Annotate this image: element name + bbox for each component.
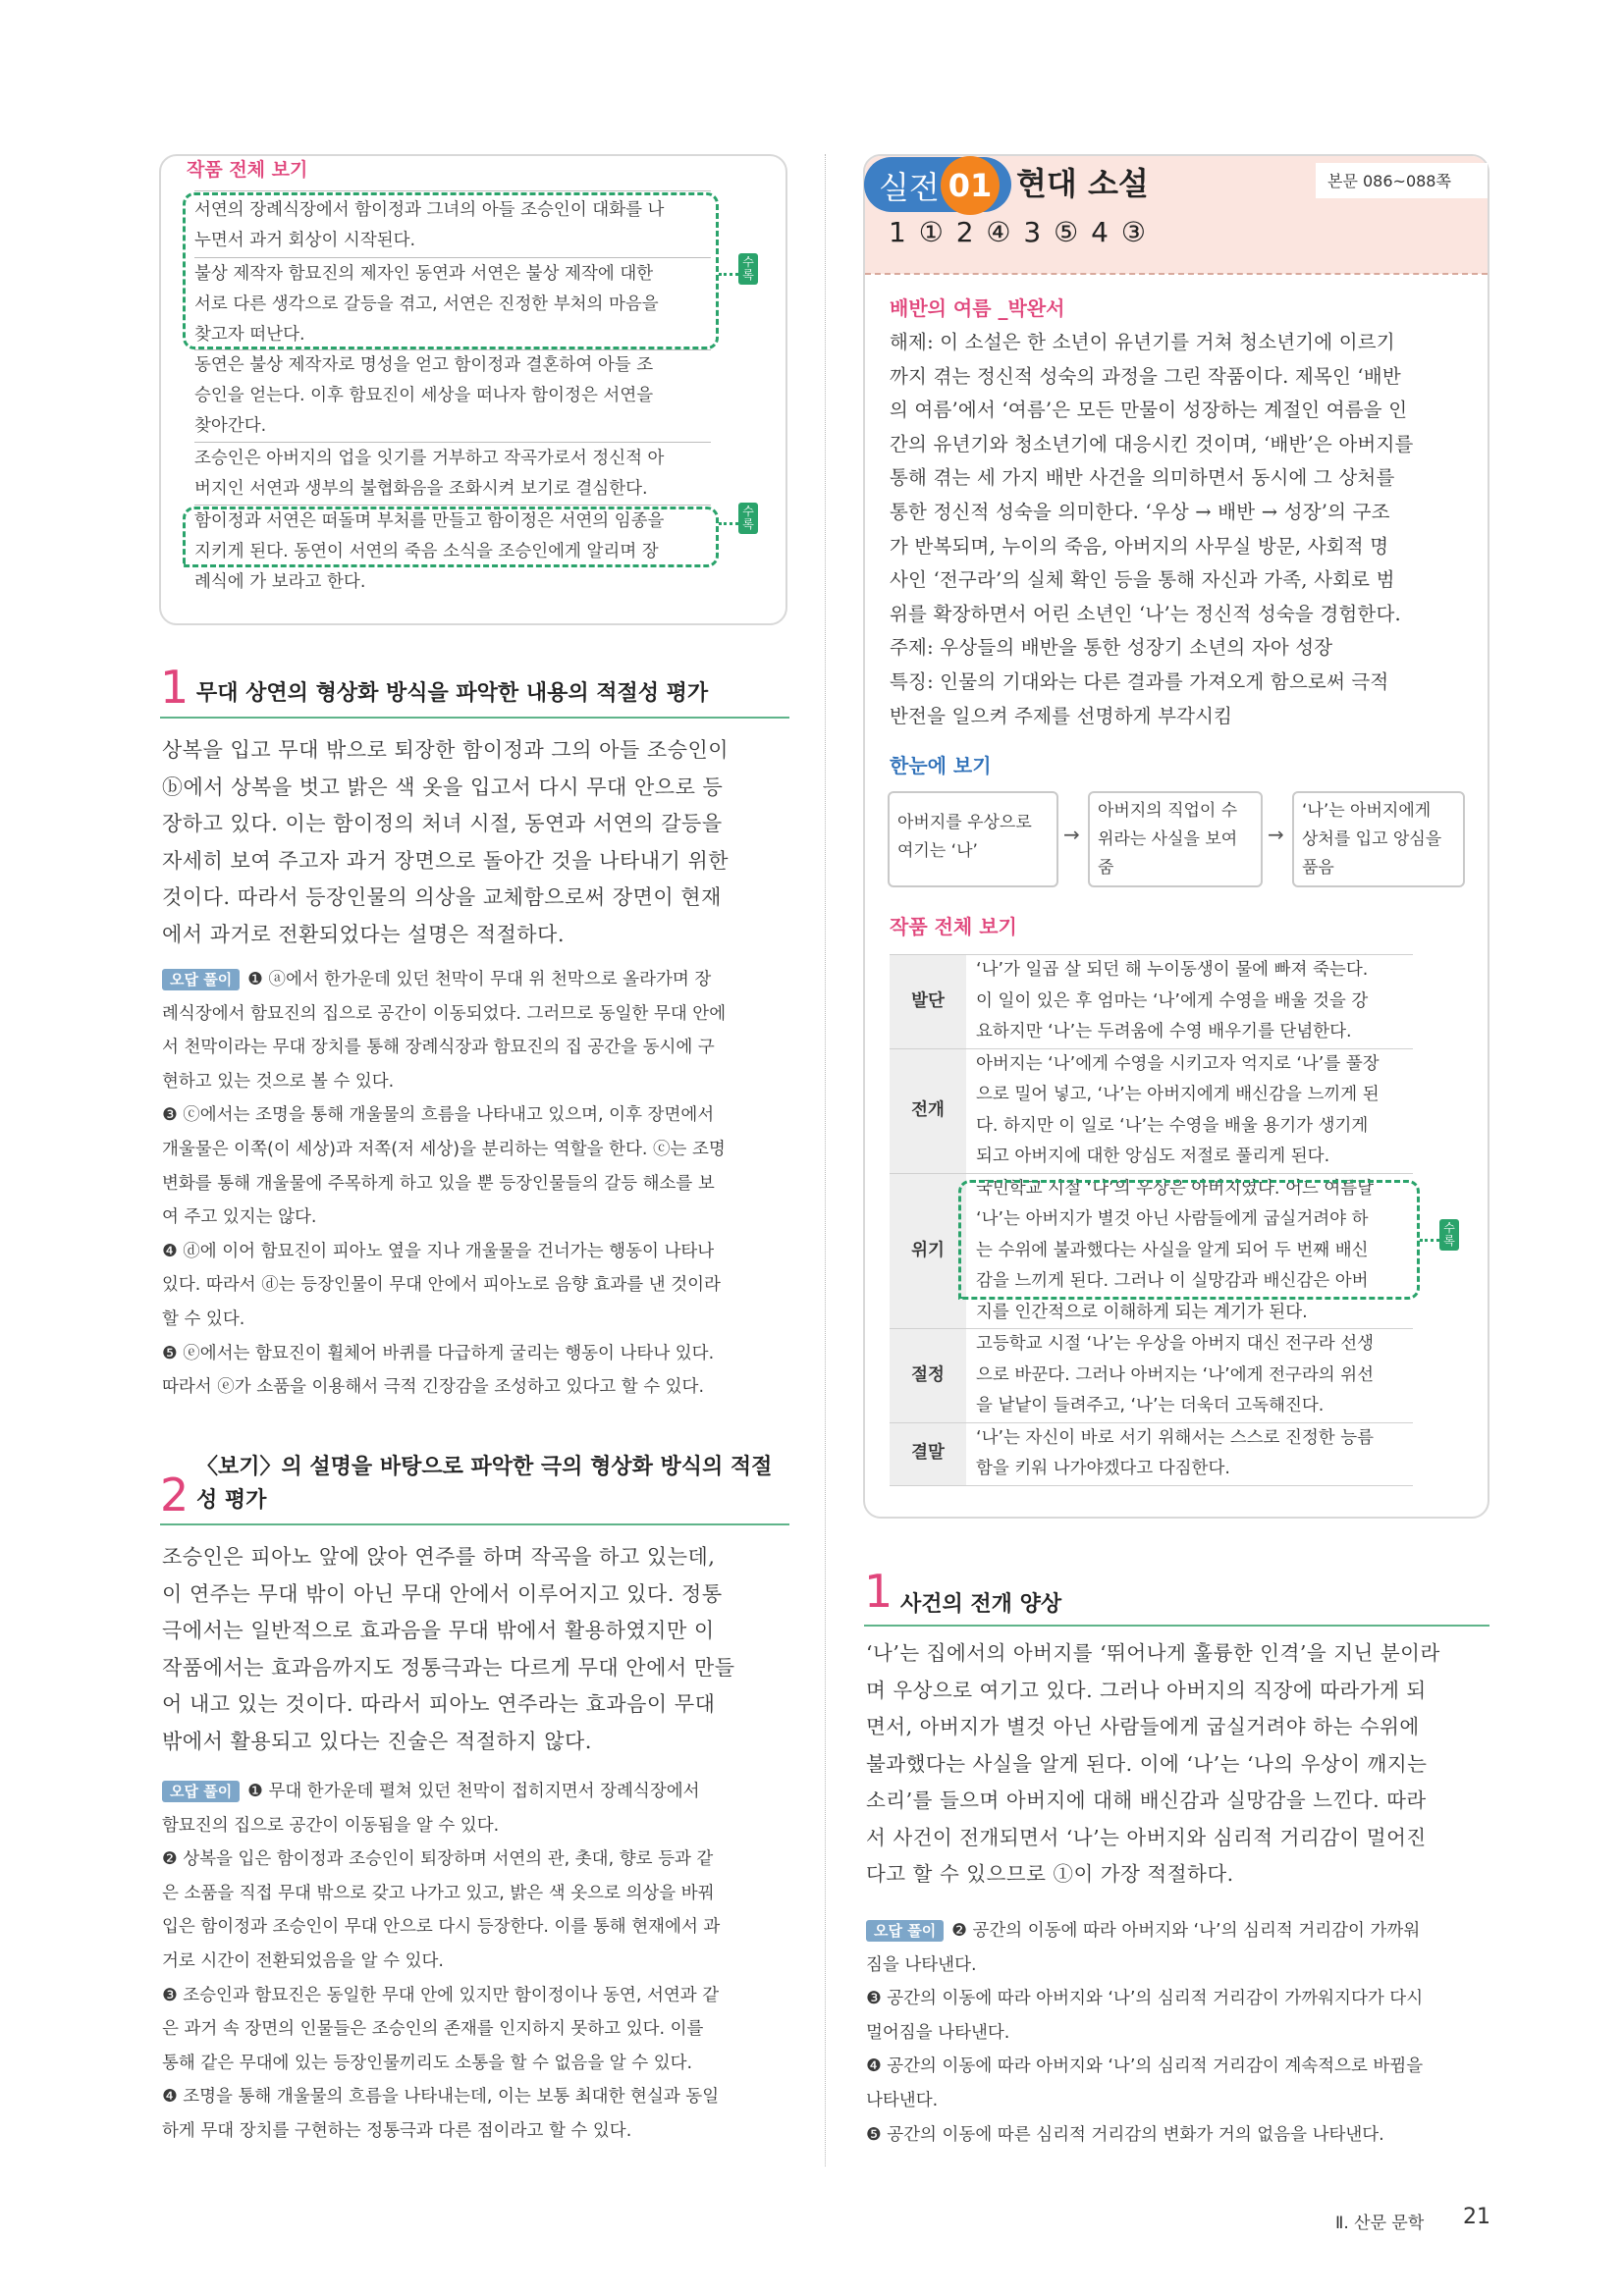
summary-divider xyxy=(194,505,711,506)
highlight-connector xyxy=(719,522,738,525)
question-title: 사건의 전개 양상 xyxy=(900,1592,1062,1617)
wrong-answer-badge: 오답 풀이 xyxy=(162,1781,240,1802)
title-underline xyxy=(160,1523,789,1525)
included-tag: 수록 xyxy=(738,503,758,534)
plot-row xyxy=(890,1048,1413,1173)
flow-arrow: → xyxy=(1063,823,1080,846)
answer-explanation: 상복을 입고 무대 밖으로 퇴장한 함이정과 그의 아들 조승인이 ⓑ에서 상복을 벗고 밝은 색 옷을 입고서 다시 무대 안으로 등 장하고 있다. 이는 함이정의 처녀 시절, 동연과 서연의 갈등을 자세히 보여 주고자 과거 장면으로 돌아간 것을 나타내기 위한 것이다. 따라서 등장인물의 의상을 교체함으로써 장면이 현재 에서 과거로 전환되었다는 설명은 적절하다. xyxy=(162,738,730,946)
footer-section: Ⅱ. 산문 문학 xyxy=(1335,2214,1425,2233)
plot-description: 아버지는 ‘나’에게 수영을 시키고자 억지로 ‘나’를 풀장 으로 밀어 넣고, ‘나’는 아버지에게 배신감을 느끼게 된 다. 하지만 이 일로 ‘나’는 수영을 배울 용기가 생기게 되고 아버지에 대한 앙심도 저절로 풀리게 된다. xyxy=(966,1048,1413,1173)
included-tag: 수록 xyxy=(1439,1219,1459,1251)
wrong-answer-notes: 오답 풀이 ❶ 무대 한가운데 펼쳐 있던 천막이 접히지면서 장례식장에서 함묘진의 집으로 공간이 이동됨을 알 수 있다. ❷ 상복을 입은 함이정과 조승인이 퇴장하며 서연의 관, 촛대, 향로 등과 같 은 소품을 직접 무대 밖으로 갖고 나가고 있고, 밝은 색 옷으로 의상을 바꿔 입은 함이정과 조승인이 무대 안으로 다시 등장한다. 이를 통해 현재에서 과 거로 시간이 전환되었음을 알 수 있다. ❸ 조승인과 함묘진은 동일한 무대 안에 있지만 함이정이나 동연, 서연과 같 은 과거 속 장면의 인물들은 조승인의 존재를 인지하지 못하고 있다. 이를 통해 같은 무대에 있는 등장인물끼리도 소통을 할 수 없음을 알 수 있다. ❹ 조명을 통해 개울물의 흐름을 나타내는데, 이는 보통 최대한 현실과 동일 하게 무대 장치를 구현하는 정통극과 다른 점이라고 할 수 있다. xyxy=(162,1782,721,2141)
title-underline xyxy=(864,1625,1489,1627)
plot-row xyxy=(890,1329,1413,1423)
question-number: 1 xyxy=(160,661,189,714)
work-title: 배반의 여름 _박완서 xyxy=(890,296,1065,320)
highlight-box xyxy=(183,507,719,567)
summary-row: 서연의 장례식장에서 함이정과 그녀의 아들 조승인이 대화를 나 누면서 과거 회상이 시작된다. xyxy=(194,200,665,250)
wrong-answer-notes: 오답 풀이 ❷ 공간의 이동에 따라 아버지와 ‘나’의 심리적 거리감이 가까워 짐을 나타낸다. ❸ 공간의 이동에 따라 아버지와 ‘나’의 심리적 거리감이 가까워지다가 다시 멀어짐을 나타낸다. ❹ 공간의 이동에 따라 아버지와 ‘나’의 심리적 거리감이 계속적으로 바뀜을 나타낸다. ❺ 공간의 이동에 따른 심리적 거리감의 변화가 거의 없음을 나타낸다. xyxy=(866,1921,1424,2145)
wrong-answer-badge: 오답 풀이 xyxy=(866,1920,944,1942)
highlight-box xyxy=(958,1180,1420,1300)
glance-title: 한눈에 보기 xyxy=(890,754,992,777)
header-divider xyxy=(865,273,1488,275)
wrong-answer-badge: 오답 풀이 xyxy=(162,969,240,990)
plot-row xyxy=(890,1422,1413,1485)
summary-divider xyxy=(194,442,711,443)
flow-step: 아버지를 우상으로 여기는 ‘나’ xyxy=(888,791,1058,887)
flow-step: 아버지의 직업이 수 위라는 사실을 보여 줌 xyxy=(1088,791,1263,887)
work-analysis: 해제: 이 소설은 한 소년이 유년기를 거쳐 청소년기에 이르기 까지 겪는 정신적 성숙의 과정을 그린 작품이다. 제목인 ‘배반 의 여름’에서 ‘여름’은 모든 만물이 성장하는 계절인 여름을 인 간의 유년기와 청소년기에 대응시킨 것이며, ‘배반’은 아버지를 통해 겪는 세 가지 배반 사건을 의미하면서 동시에 그 상처를 통한 정신적 성숙을 의미한다. ‘우상 → 배반 → 성장’의 구조 가 반복되며, 누이의 죽음, 아버지의 사무실 방문, 사회적 명 사인 ‘전구라’의 실체 확인 등을 통해 자신과 가족, 사회로 범 위를 확장하면서 어린 소년인 ‘나’는 정신적 성숙을 경험한다. 주제: 우상들의 배반을 통한 성장기 소년의 자아 성장 특징: 인물의 기대와는 다른 결과를 가져오게 함으로써 극적 반전을 일으켜 주제를 선명하게 부각시킴 xyxy=(890,331,1414,727)
question-title: 무대 상연의 형상화 방식을 파악한 내용의 적절성 평가 xyxy=(196,681,709,706)
summary-row: 조승인은 아버지의 업을 잇기를 거부하고 작곡가로서 정신적 아 버지인 서연과 생부의 불협화음을 조화시켜 보기로 결심한다. xyxy=(194,449,665,499)
page-reference: 본문 086~088쪽 xyxy=(1327,172,1451,190)
plot-stage: 결말 xyxy=(890,1422,966,1485)
question-number: 2 xyxy=(160,1468,189,1522)
plot-stage: 전개 xyxy=(890,1048,966,1173)
flow-arrow: → xyxy=(1268,823,1284,846)
plot-description: 국민학교 시절 ‘나’의 우상은 아버지였다. 어느 여름날 ‘나’는 아버지가 별것 아닌 사람들에게 굽실거려야 하 는 수위에 불과했다는 사실을 알게 되어 두 번째 배신 감을 느끼게 된다. 그러나 이 실망감과 배신감은 아버 지를 인간적으로 이해하게 되는 계기가 된다. xyxy=(966,1173,1413,1329)
practice-title: 현대 소설 xyxy=(1016,165,1149,202)
practice-label: 실전 xyxy=(879,169,940,206)
title-underline xyxy=(160,717,789,719)
question-number: 1 xyxy=(864,1565,893,1618)
summary-row: 함이정과 서연은 떠돌며 부처를 만들고 함이정은 서연의 임종을 지키게 된다. 동연이 서연의 죽음 소식을 조승인에게 알리며 장 례식에 가 보라고 한다. xyxy=(194,511,665,592)
highlight-box xyxy=(183,192,719,349)
wrong-answer-notes: 오답 풀이 ❶ ⓐ에서 한가운데 있던 천막이 무대 위 천막으로 올라가며 장 례식장에서 함묘진의 집으로 공간이 이동되었다. 그러므로 동일한 무대 안에 서 천막이라는 무대 장치를 통해 장례식장과 함묘진의 집 공간을 동시에 구 현하고 있는 것으로 볼 수 있다. ❸ ⓒ에서는 조명을 통해 개울물의 흐름을 나타내고 있으며, 이후 장면에서 개울물은 이쪽(이 세상)과 저쪽(저 세상)을 분리하는 역할을 한다. ⓒ는 조명 변화를 통해 개울물에 주목하게 하고 있을 뿐 등장인물들의 갈등 해소를 보 여 주고 있지는 않다. ❹ ⓓ에 이어 함묘진이 피아노 옆을 지나 개울물을 건너가는 행동이 나타나 있다. 따라서 ⓓ는 등장인물이 무대 안에서 피아노로 음향 효과를 낸 것이라 할 수 있다. ❺ ⓔ에서는 함묘진이 휠체어 바퀴를 다급하게 굴리는 행동이 나타나 있다. 따라서 ⓔ가 소품을 이용해서 극적 긴장감을 조성하고 있다고 할 수 있다. xyxy=(162,970,727,1398)
answer-explanation: ‘나’는 집에서의 아버지를 ‘뛰어나게 훌륭한 인격’을 지닌 분이라 며 우상으로 여기고 있다. 그러나 아버지의 직장에 따라가게 되 면서, 아버지가 별것 아닌 사람들에게 굽실거려야 하는 수위에 불과했다는 사실을 알게 된다. 이에 ‘나’는 ‘나의 우상이 깨지는 소리’를 들으며 아버지에 대해 배신감과 실망감을 느낀다. 따라 서 사건이 전개되면서 ‘나’는 아버지와 심리적 거리감이 멀어진 다고 할 수 있으므로 ①이 가장 적절하다. xyxy=(866,1641,1440,1886)
summary-title: 작품 전체 보기 xyxy=(890,915,1017,938)
summary-title: 작품 전체 보기 xyxy=(187,159,308,181)
question-title: 〈보기〉의 설명을 바탕으로 파악한 극의 형상화 방식의 적절 성 평가 xyxy=(196,1455,773,1513)
summary-divider xyxy=(194,190,711,191)
flow-step: ‘나’는 아버지에게 상처를 입고 앙심을 품음 xyxy=(1292,791,1465,887)
answer-key: 1 ① 2 ④ 3 ⑤ 4 ③ xyxy=(889,216,1146,248)
plot-stage: 발단 xyxy=(890,955,966,1049)
plot-row xyxy=(890,955,1413,1049)
answer-explanation: 조승인은 피아노 앞에 앉아 연주를 하며 작곡을 하고 있는데, 이 연주는 무대 밖이 아닌 무대 안에서 이루어지고 있다. 정통 극에서는 일반적으로 효과음을 무대 밖에서 활용하였지만 이 작품에서는 효과음까지도 정통극과는 다르게 무대 안에서 만들 어 내고 있는 것이다. 따라서 피아노 연주라는 효과음이 무대 밖에서 활용되고 있다는 진술은 적절하지 않다. xyxy=(162,1545,735,1753)
plot-description: ‘나’는 자신이 바로 서기 위해서는 스스로 진정한 능름 함을 키워 나가야겠다고 다짐한다. xyxy=(966,1422,1413,1485)
included-tag: 수록 xyxy=(738,253,758,285)
column-divider xyxy=(825,154,826,2166)
plot-stage: 위기 xyxy=(890,1173,966,1329)
practice-number: 01 xyxy=(941,156,1000,215)
summary-row: 동연은 불상 제작자로 명성을 얻고 함이정과 결혼하여 아들 조 승인을 얻는다. 이후 함묘진이 세상을 떠나자 함이정은 서연을 찾아간다. xyxy=(194,355,654,436)
summary-row: 불상 제작자 함묘진의 제자인 동연과 서연은 불상 제작에 대한 서로 다른 생각으로 갈등을 겪고, 서연은 진정한 부처의 마음을 찾고자 떠난다. xyxy=(194,264,659,345)
page-number: 21 xyxy=(1463,2205,1490,2229)
highlight-connector xyxy=(1420,1239,1439,1242)
highlight-connector xyxy=(719,273,738,276)
plot-stage: 절정 xyxy=(890,1329,966,1423)
plot-description: ‘나’가 일곱 살 되던 해 누이동생이 물에 빠져 죽는다. 이 일이 있은 후 엄마는 ‘나’에게 수영을 배울 것을 강 요하지만 ‘나’는 두려움에 수영 배우기를 단념한다. xyxy=(966,955,1413,1049)
plot-description: 고등학교 시절 ‘나’는 우상을 아버지 대신 전구라 선생 으로 바꾼다. 그러나 아버지는 ‘나’에게 전구라의 위선 을 낱낱이 들려주고, ‘나’는 더욱더 고독해진다. xyxy=(966,1329,1413,1423)
